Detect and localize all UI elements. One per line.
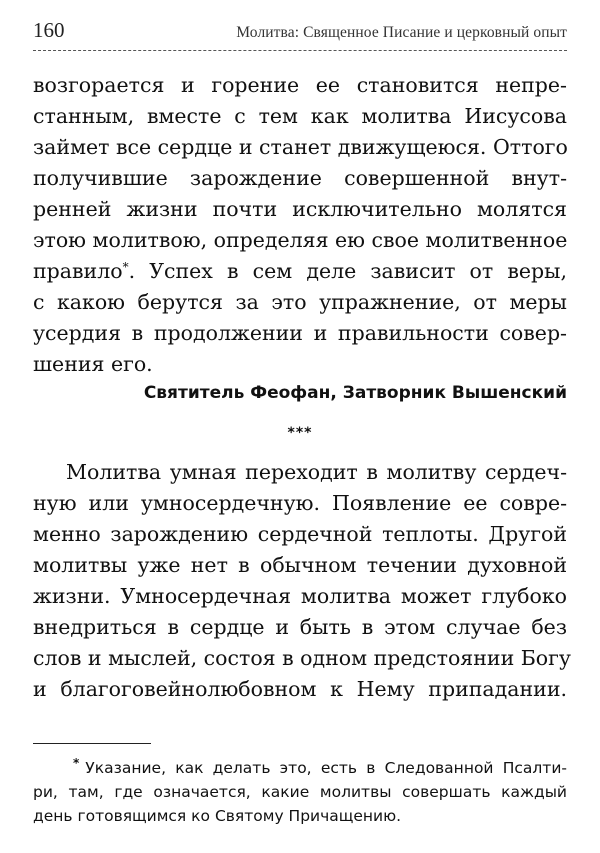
- footnote-text: Указание, как делать это, есть в Следованной Псалти-: [85, 759, 567, 777]
- paragraph-2: [33, 457, 571, 705]
- text-line: станным, вместе с тем как молитва Иисусова: [33, 104, 567, 128]
- footnote: [33, 751, 567, 828]
- text-line: этою молитвою, определяя ею свое молитвенное: [33, 228, 568, 252]
- text-line: молитвы уже нет в обычном течении духовной: [33, 553, 567, 577]
- section-separator: ***: [287, 425, 313, 441]
- text-line: возгорается и горение ее становится непре-: [33, 73, 567, 97]
- footnote-line: день готовящимся ко Святому Причащению.: [33, 807, 402, 825]
- text-line: внедриться в сердце и быть в этом случае без: [33, 615, 567, 639]
- paragraph-1: [33, 70, 567, 380]
- text-line: ную или умносердечную. Появление ее совре-: [33, 491, 567, 515]
- text-line: с какою берутся за это упражнение, от меры: [33, 290, 567, 314]
- text-fragment: . Успех в сем деле зависит от веры,: [128, 259, 567, 283]
- text-line: получившие зарождение совершенной внут-: [33, 166, 567, 190]
- text-line: усердия в продолжении и правильности совер-: [33, 321, 567, 345]
- footnote-reference[interactable]: *: [122, 260, 129, 274]
- footnote-line: ри, там, где означается, какие молитвы совершать каждый: [33, 783, 567, 801]
- text-line: и благоговейнолюбовном к Нему припадании.: [33, 677, 567, 701]
- text-line: менно зарождению сердечной теплоты. Другой: [33, 522, 567, 546]
- text-line: слов и мыслей, состоя в одном предстоянии Богу: [33, 646, 571, 670]
- text-line: ренней жизни почти исключительно молятся: [33, 197, 567, 221]
- page-header: [33, 14, 567, 51]
- footnote-divider: [33, 743, 151, 744]
- footnote-mark: *: [73, 756, 80, 770]
- text-line: Молитва умная переходит в молитву сердеч-: [66, 460, 567, 484]
- page-number: 160: [33, 18, 65, 42]
- text-line-with-footnote-ref: [33, 256, 567, 287]
- text-line: шения его.: [33, 352, 153, 376]
- running-title: Молитва: Священное Писание и церковный опыт: [236, 24, 567, 41]
- text-line: жизни. Умносердечная молитва может глубоко: [33, 584, 567, 608]
- text-fragment: правило: [33, 259, 123, 283]
- footnote-line: [33, 751, 567, 780]
- text-line: займет все сердце и станет движущеюся. Оттого: [33, 135, 568, 159]
- author-attribution: Святитель Феофан, Затворник Вышенский: [143, 383, 567, 403]
